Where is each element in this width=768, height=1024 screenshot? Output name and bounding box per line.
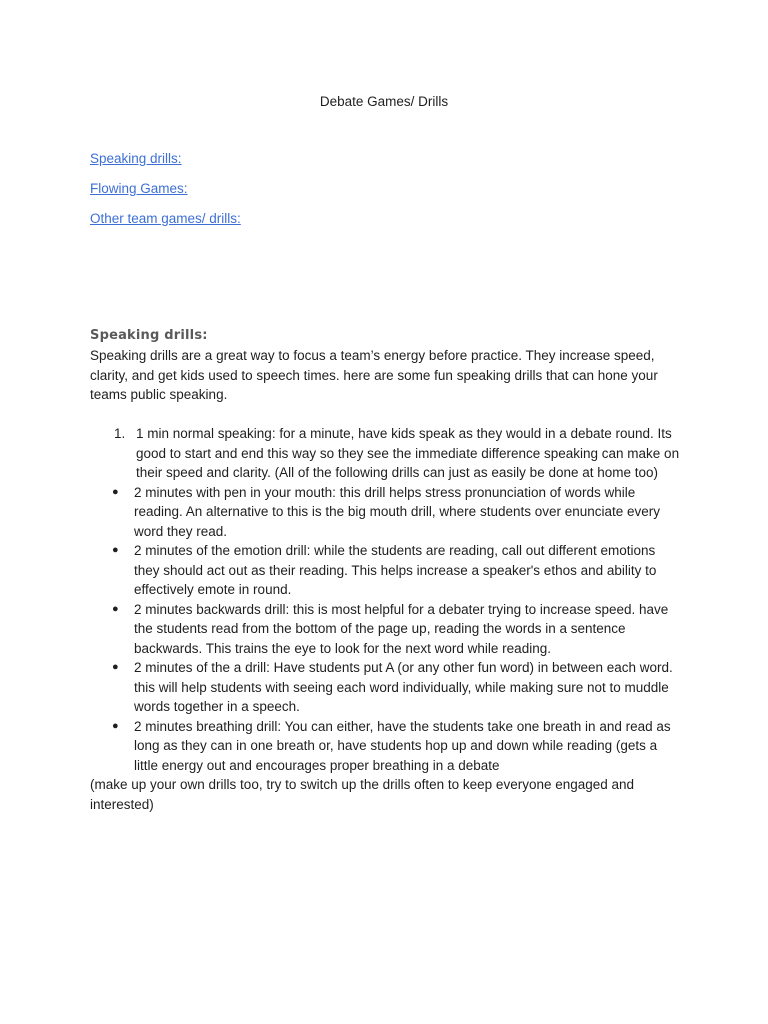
list-number: 1. — [114, 426, 126, 441]
bullet-text: 2 minutes of the emotion drill: while the students are reading, call out different emotions they should act out as their reading. This helps increase a speaker's ethos and ability to effectively emote in round. — [134, 543, 657, 597]
bullet-item — [90, 658, 680, 717]
closing-note: (make up your own drills too, try to switch up the drills often to keep everyone engaged and interested) — [90, 777, 635, 812]
bullet-icon: ● — [112, 661, 119, 673]
bullet-icon: ● — [112, 544, 119, 556]
toc-link-speaking-drills[interactable]: Speaking drills: — [90, 151, 182, 166]
document-title: Debate Games/ Drills — [319, 94, 449, 109]
bullet-item — [90, 541, 680, 600]
bullet-text: 2 minutes backwards drill: this is most helpful for a debater trying to increase speed. have the students read from the bottom of the page up, reading the words in a sentence backwards. This trains the eye to look for the next word while reading. — [134, 601, 669, 656]
speaking-drills-section — [90, 326, 680, 814]
section-heading: Speaking drills: — [90, 328, 208, 343]
bullet-icon: ● — [112, 485, 119, 498]
bullet-icon: ● — [112, 719, 119, 732]
bullet-text: 2 minutes with pen in your mouth: this drill helps stress pronunciation of words while reading. An alternative to this is the big mouth drill, where students over enunciate every word they read. — [134, 484, 661, 539]
list-item-text: 1 min normal speaking: for a minute, have kids speak as they would in a debate round. Its good to start and end this way so they see the immediate difference speaking can make on their speed and clarity. (All of the following drills can just as easily be done at home too) — [136, 426, 680, 480]
bullet-item — [90, 717, 680, 776]
paragraph-spacer — [90, 405, 680, 425]
bullet-list — [90, 483, 680, 776]
toc-link-other-team-games[interactable]: Other team games/ drills: — [90, 211, 241, 226]
bullet-item — [90, 483, 680, 542]
bullet-text: 2 minutes breathing drill: You can either, have the students take one breath in and read as long as they can in one breath or, have students hop up and down while reading (gets a little energy out and encourages proper breathing in a debate — [134, 718, 671, 773]
bullet-item — [90, 600, 680, 659]
section-intro: Speaking drills are a great way to focus a team’s energy before practice. They increase speed, clarity, and get kids used to speech times. here are some fun speaking drills that can hone your teams public speaking. — [90, 348, 658, 402]
bullet-icon: ● — [112, 602, 119, 615]
table-of-contents — [90, 150, 241, 240]
numbered-list — [90, 424, 680, 483]
list-item — [90, 424, 680, 483]
bullet-text: 2 minutes of the a drill: Have students put A (or any other fun word) in between each word. this will help students with seeing each word individually, while making sure not to muddle words together in a speech. — [134, 660, 673, 714]
toc-link-flowing-games[interactable]: Flowing Games: — [90, 181, 188, 196]
